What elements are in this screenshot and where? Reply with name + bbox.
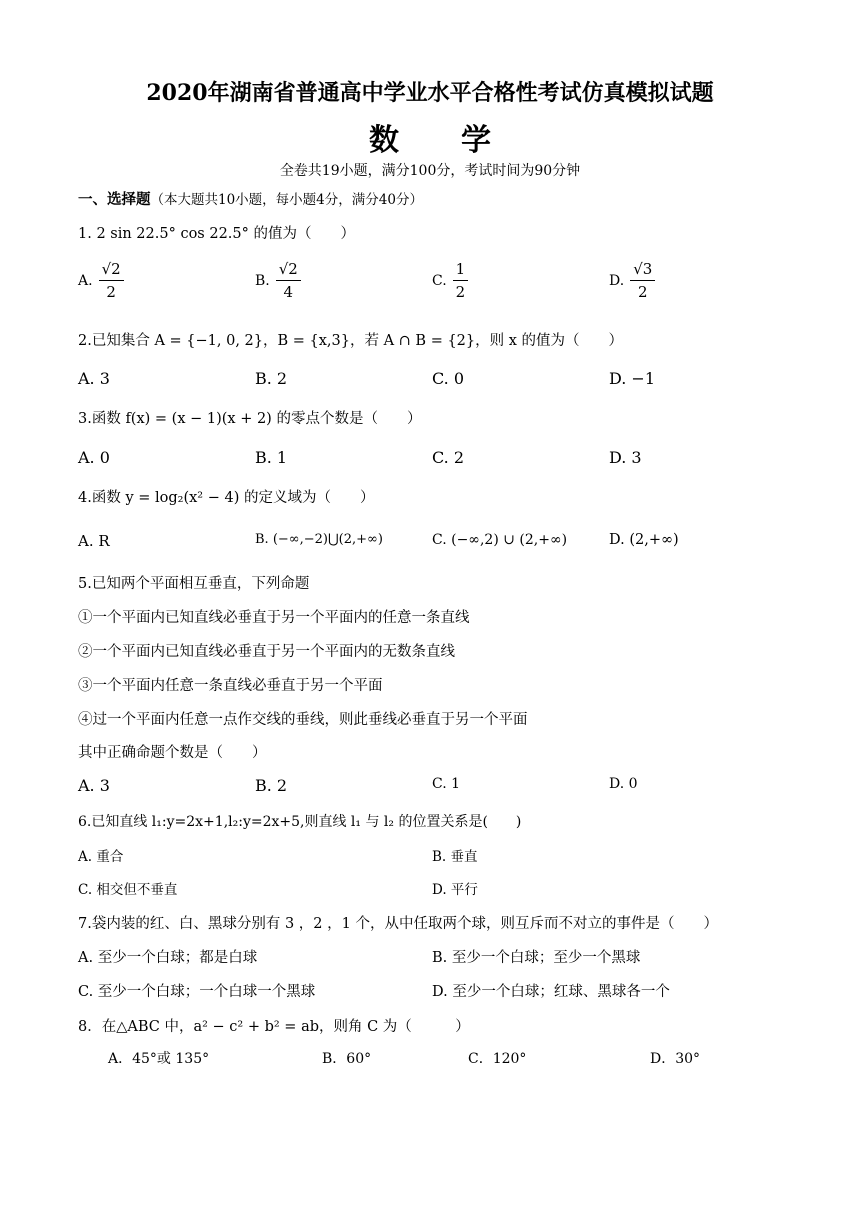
q6-stem: 6.已知直线 l₁:y=2x+1,l₂:y=2x+5,则直线 l₁ 与 l₂ 的位置关系是( ): [78, 814, 522, 830]
q5-statement-3: ③一个平面内任意一条直线必垂直于另一个平面: [78, 678, 383, 694]
q1-b-label: B.: [255, 273, 270, 289]
q2-option-c: C. 0: [432, 369, 465, 388]
q3-option-a: A. 0: [78, 448, 110, 467]
q6-option-d: D. 平行: [432, 882, 478, 898]
q5-statement-4: ④过一个平面内任意一点作交线的垂线，则此垂线必垂直于另一个平面: [78, 712, 528, 728]
q2-option-d: D. −1: [609, 369, 656, 388]
q1-a-label: A.: [78, 273, 93, 289]
q5-option-d: D. 0: [609, 776, 638, 792]
q4-option-d: D. (2,+∞): [609, 532, 679, 548]
q7-option-d: D. 至少一个白球；红球、黑球各一个: [432, 984, 670, 1000]
q8-stem: 8．在△ABC 中，a² − c² + b² = ab，则角 C 为（ ）: [78, 1019, 470, 1035]
q1-d-den: 2: [637, 283, 648, 301]
q5-option-c: C. 1: [432, 776, 461, 792]
q6-option-a: A. 重合: [78, 849, 124, 865]
q4-option-b: B. (−∞,−2)⋃(2,+∞): [255, 532, 383, 547]
q8-option-a: A．45°或 135°: [108, 1051, 210, 1067]
q1-c-label: C.: [432, 273, 447, 289]
q3-option-c: C. 2: [432, 448, 465, 467]
q8-option-b: B．60°: [322, 1051, 372, 1067]
q5-ask: 其中正确命题个数是（ ）: [78, 745, 267, 761]
q1-option-d: [609, 262, 655, 300]
q2-option-b: B. 2: [255, 369, 288, 388]
q3-option-d: D. 3: [609, 448, 642, 467]
q5-statement-1: ①一个平面内已知直线必垂直于另一个平面内的任意一条直线: [78, 610, 470, 626]
q1-b-fraction: [276, 262, 301, 300]
q5-option-a: A. 3: [78, 776, 110, 795]
q6-option-b: B. 垂直: [432, 849, 478, 865]
q7-option-a: A. 至少一个白球；都是白球: [78, 950, 258, 966]
q2-stem: 2.已知集合 A = {−1, 0, 2}，B = {x,3}，若 A ∩ B = {2}，则 x 的值为（ ）: [78, 333, 624, 349]
q1-b-num: √2: [276, 262, 301, 281]
q8-option-c: C．120°: [468, 1051, 527, 1067]
q1-d-fraction: [630, 262, 655, 300]
q7-stem: 7.袋内装的红、白、黑球分别有 3 ，2 ，1 个，从中任取两个球，则互斥而不对立的事件是（ ）: [78, 916, 718, 932]
q1-b-den: 4: [283, 283, 294, 301]
q1-c-fraction: [453, 262, 469, 300]
q6-option-c: C. 相交但不垂直: [78, 882, 178, 898]
q7-option-b: B. 至少一个白球；至少一个黑球: [432, 950, 641, 966]
q1-c-num: 1: [453, 262, 469, 281]
q5-option-b: B. 2: [255, 776, 288, 795]
q1-a-num: √2: [99, 262, 124, 281]
q3-stem: 3.函数 f(x) = (x − 1)(x + 2) 的零点个数是（ ）: [78, 411, 422, 427]
q4-option-a: A. R: [78, 532, 110, 550]
q4-option-c: C. (−∞,2) ∪ (2,+∞): [432, 532, 568, 548]
q5-stem: 5.已知两个平面相互垂直，下列命题: [78, 576, 310, 592]
section-heading-label: 一、选择题: [78, 191, 151, 208]
exam-title: 2020年湖南省普通高中学业水平合格性考试仿真模拟试题: [146, 80, 714, 106]
q1-d-label: D.: [609, 273, 625, 289]
exam-note: 全卷共19小题，满分100分，考试时间为90分钟: [279, 163, 581, 179]
q1-option-b: [255, 262, 301, 300]
q2-option-a: A. 3: [78, 369, 110, 388]
q1-option-c: [432, 262, 468, 300]
q5-statement-2: ②一个平面内已知直线必垂直于另一个平面内的无数条直线: [78, 644, 455, 660]
q4-stem: 4.函数 y = log₂(x² − 4) 的定义域为（ ）: [78, 490, 375, 506]
q8-option-d: D．30°: [650, 1051, 701, 1067]
q1-a-fraction: [99, 262, 124, 300]
subject-title: 数学: [369, 123, 553, 158]
section-heading: [78, 188, 423, 209]
q1-stem: 1. 2 sin 22.5° cos 22.5° 的值为（ ）: [78, 226, 355, 242]
q1-a-den: 2: [106, 283, 116, 301]
q1-option-a: [78, 262, 124, 300]
q7-option-c: C. 至少一个白球；一个白球一个黑球: [78, 984, 316, 1000]
q1-d-num: √3: [630, 262, 655, 281]
q3-option-b: B. 1: [255, 448, 288, 467]
section-heading-desc: （本大题共10小题，每小题4分，满分40分）: [150, 192, 423, 208]
q1-c-den: 2: [455, 283, 466, 301]
